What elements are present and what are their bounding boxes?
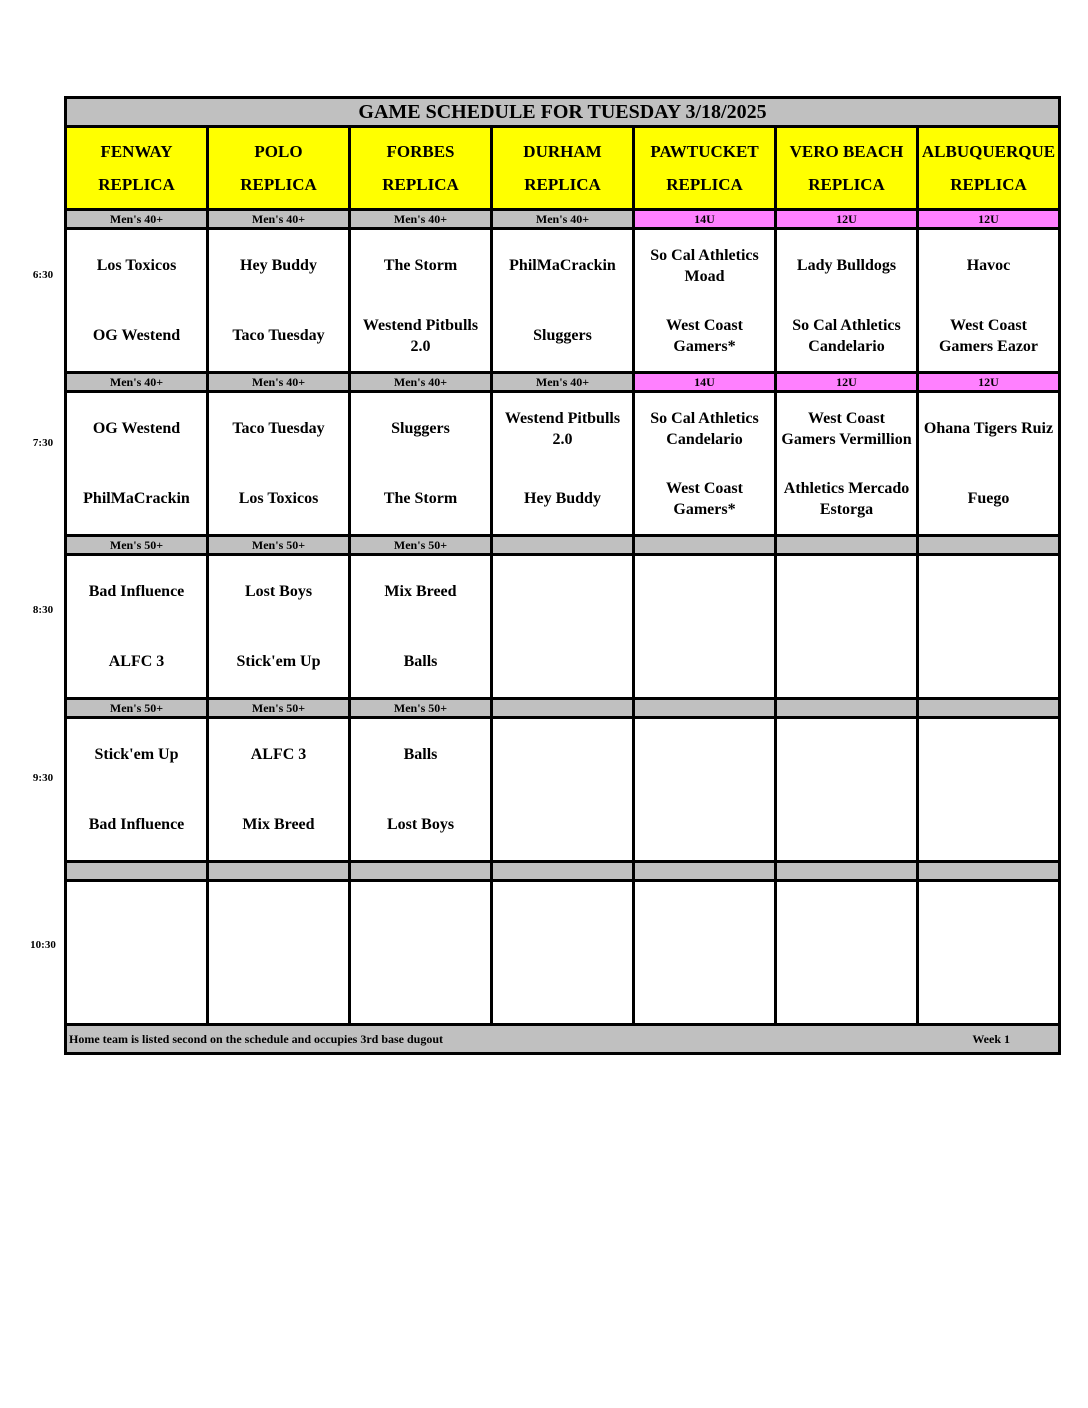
game-cell	[208, 229, 350, 373]
game-cell	[208, 555, 350, 699]
home-team: Bad Influence	[88, 816, 185, 833]
game-cell	[776, 392, 918, 536]
home-team: PhilMaCrackin	[83, 490, 190, 507]
time-slot-label: 6:30	[32, 269, 54, 281]
home-team	[919, 627, 1058, 697]
away-team	[493, 720, 632, 790]
field-header	[66, 127, 208, 210]
division-row	[66, 862, 1060, 881]
game-cell	[492, 718, 634, 862]
home-team	[635, 953, 774, 1023]
field-subtitle: REPLICA	[666, 175, 743, 194]
division-label: Men's 50+	[66, 536, 208, 555]
home-team: Los Toxicos	[238, 490, 319, 507]
home-team: West Coast Gamers Eazor	[938, 316, 1039, 355]
home-team	[777, 953, 916, 1023]
game-cell	[350, 881, 492, 1025]
division-label: Men's 40+	[350, 210, 492, 229]
away-team: Los Toxicos	[96, 257, 177, 274]
division-label: Men's 50+	[350, 536, 492, 555]
division-label: Men's 40+	[208, 373, 350, 392]
time-slot-label: 9:30	[32, 772, 54, 784]
time-slot-label: 8:30	[32, 604, 54, 616]
game-cell	[492, 392, 634, 536]
game-cell	[776, 718, 918, 862]
away-team	[919, 883, 1058, 953]
game-row	[66, 229, 1060, 373]
division-row	[66, 699, 1060, 718]
home-team: Westend Pitbulls 2.0	[362, 316, 479, 355]
away-team: Havoc	[966, 257, 1011, 274]
field-header	[350, 127, 492, 210]
home-team: OG Westend	[92, 327, 181, 344]
game-cell	[208, 718, 350, 862]
away-team	[777, 720, 916, 790]
home-team	[635, 790, 774, 860]
field-header	[634, 127, 776, 210]
away-team	[493, 883, 632, 953]
away-team: Hey Buddy	[240, 257, 317, 274]
away-team: PhilMaCrackin	[509, 257, 616, 274]
game-cell	[492, 881, 634, 1025]
home-team	[777, 627, 916, 697]
division-label	[492, 862, 634, 881]
home-team	[777, 790, 916, 860]
division-label	[776, 862, 918, 881]
away-team: Ohana Tigers Ruiz	[923, 420, 1054, 437]
game-cell	[634, 881, 776, 1025]
game-cell	[776, 229, 918, 373]
time-slot-label: 10:30	[30, 939, 56, 951]
field-subtitle: REPLICA	[808, 175, 885, 194]
field-header	[208, 127, 350, 210]
division-label	[776, 536, 918, 555]
field-name: FORBES	[386, 142, 455, 161]
field-name: ALBUQUERQUE	[921, 142, 1056, 161]
game-cell	[492, 229, 634, 373]
away-team: West Coast Gamers Vermillion	[781, 409, 912, 448]
home-team: Sluggers	[533, 327, 592, 344]
away-team: Balls	[403, 746, 438, 763]
away-team: Taco Tuesday	[232, 420, 325, 437]
division-label	[208, 862, 350, 881]
home-team: Athletics Mercado Estorga	[783, 479, 910, 518]
away-team: Mix Breed	[384, 583, 457, 600]
game-cell	[918, 555, 1060, 699]
away-team: Lost Boys	[244, 583, 313, 600]
division-label: Men's 40+	[492, 373, 634, 392]
division-label	[350, 862, 492, 881]
schedule-title: GAME SCHEDULE FOR TUESDAY 3/18/2025	[66, 98, 1060, 127]
game-cell	[66, 555, 208, 699]
division-label: 12U	[776, 373, 918, 392]
division-label	[634, 536, 776, 555]
field-name: VERO BEACH	[789, 142, 904, 161]
field-header	[918, 127, 1060, 210]
division-row	[66, 210, 1060, 229]
away-team	[67, 883, 206, 953]
division-label: Men's 50+	[208, 699, 350, 718]
schedule-body	[66, 98, 1060, 1054]
footer-content	[67, 1032, 1058, 1047]
division-label	[66, 862, 208, 881]
game-cell	[208, 881, 350, 1025]
game-cell	[350, 392, 492, 536]
title-row	[66, 98, 1060, 127]
footer-cell	[66, 1025, 1060, 1054]
home-team-note: Home team is listed second on the schedule and occupies 3rd base dugout	[69, 1031, 444, 1046]
away-team: Sluggers	[391, 420, 450, 437]
field-name: FENWAY	[100, 142, 173, 161]
division-label	[492, 536, 634, 555]
division-label	[918, 536, 1060, 555]
home-team: Hey Buddy	[524, 490, 601, 507]
away-team: Stick'em Up	[94, 746, 179, 763]
away-team: So Cal Athletics Candelario	[650, 409, 759, 448]
home-team: The Storm	[383, 490, 458, 507]
away-team: So Cal Athletics Moad	[650, 246, 759, 285]
game-cell	[918, 392, 1060, 536]
game-cell	[66, 718, 208, 862]
away-team: OG Westend	[92, 420, 181, 437]
away-team	[919, 557, 1058, 627]
game-row	[66, 881, 1060, 1025]
game-row	[66, 392, 1060, 536]
game-cell	[66, 881, 208, 1025]
game-cell	[634, 555, 776, 699]
game-row	[66, 718, 1060, 862]
field-subtitle: REPLICA	[98, 175, 175, 194]
game-cell	[350, 718, 492, 862]
division-label: 12U	[776, 210, 918, 229]
division-label: Men's 40+	[208, 210, 350, 229]
home-team	[351, 953, 490, 1023]
footer-row	[66, 1025, 1060, 1054]
week-label: Week 1	[972, 1031, 1010, 1046]
away-team	[777, 883, 916, 953]
home-team: Lost Boys	[386, 816, 455, 833]
home-team: West Coast Gamers*	[666, 479, 743, 518]
home-team	[209, 953, 348, 1023]
home-team	[493, 953, 632, 1023]
game-cell	[918, 229, 1060, 373]
game-cell	[208, 392, 350, 536]
field-name: POLO	[254, 142, 303, 161]
game-cell	[634, 392, 776, 536]
home-team	[67, 953, 206, 1023]
home-team: Fuego	[967, 490, 1010, 507]
field-header	[492, 127, 634, 210]
away-team: Bad Influence	[88, 583, 185, 600]
home-team	[635, 627, 774, 697]
away-team	[777, 557, 916, 627]
field-subtitle: REPLICA	[524, 175, 601, 194]
away-team: ALFC 3	[250, 746, 307, 763]
home-team	[919, 953, 1058, 1023]
home-team: ALFC 3	[108, 653, 165, 670]
time-slot-label: 7:30	[32, 437, 54, 449]
game-cell	[66, 229, 208, 373]
division-label: 12U	[918, 210, 1060, 229]
game-cell	[66, 392, 208, 536]
division-label: Men's 40+	[66, 373, 208, 392]
field-name: DURHAM	[523, 142, 602, 161]
game-cell	[492, 555, 634, 699]
schedule-table	[64, 96, 1061, 1055]
division-label: Men's 40+	[492, 210, 634, 229]
game-cell	[918, 881, 1060, 1025]
game-cell	[776, 881, 918, 1025]
home-team: So Cal Athletics Candelario	[792, 316, 901, 355]
division-label: Men's 40+	[66, 210, 208, 229]
division-label: Men's 40+	[350, 373, 492, 392]
division-label	[634, 699, 776, 718]
home-team	[919, 790, 1058, 860]
away-team: The Storm	[383, 257, 458, 274]
division-row	[66, 536, 1060, 555]
division-row	[66, 373, 1060, 392]
field-name: PAWTUCKET	[650, 142, 759, 161]
away-team	[493, 557, 632, 627]
division-label: 14U	[634, 210, 776, 229]
away-team	[635, 557, 774, 627]
game-cell	[634, 718, 776, 862]
field-header-row	[66, 127, 1060, 210]
division-label	[918, 862, 1060, 881]
game-cell	[918, 718, 1060, 862]
division-label	[776, 699, 918, 718]
home-team	[493, 627, 632, 697]
game-cell	[634, 229, 776, 373]
away-team: Lady Bulldogs	[796, 257, 897, 274]
field-header	[776, 127, 918, 210]
division-label	[918, 699, 1060, 718]
away-team	[635, 883, 774, 953]
home-team: Stick'em Up	[236, 653, 321, 670]
home-team: Balls	[403, 653, 438, 670]
game-cell	[350, 229, 492, 373]
home-team: Taco Tuesday	[232, 327, 325, 344]
field-subtitle: REPLICA	[240, 175, 317, 194]
away-team	[209, 883, 348, 953]
away-team	[351, 883, 490, 953]
division-label: 12U	[918, 373, 1060, 392]
game-cell	[350, 555, 492, 699]
home-team	[493, 790, 632, 860]
division-label: Men's 50+	[66, 699, 208, 718]
home-team: Mix Breed	[242, 816, 315, 833]
away-team: Westend Pitbulls 2.0	[504, 409, 621, 448]
home-team: West Coast Gamers*	[666, 316, 743, 355]
division-label: Men's 50+	[208, 536, 350, 555]
field-subtitle: REPLICA	[950, 175, 1027, 194]
division-label: 14U	[634, 373, 776, 392]
away-team	[635, 720, 774, 790]
division-label	[492, 699, 634, 718]
game-row	[66, 555, 1060, 699]
division-label: Men's 50+	[350, 699, 492, 718]
away-team	[919, 720, 1058, 790]
field-subtitle: REPLICA	[382, 175, 459, 194]
division-label	[634, 862, 776, 881]
game-cell	[776, 555, 918, 699]
